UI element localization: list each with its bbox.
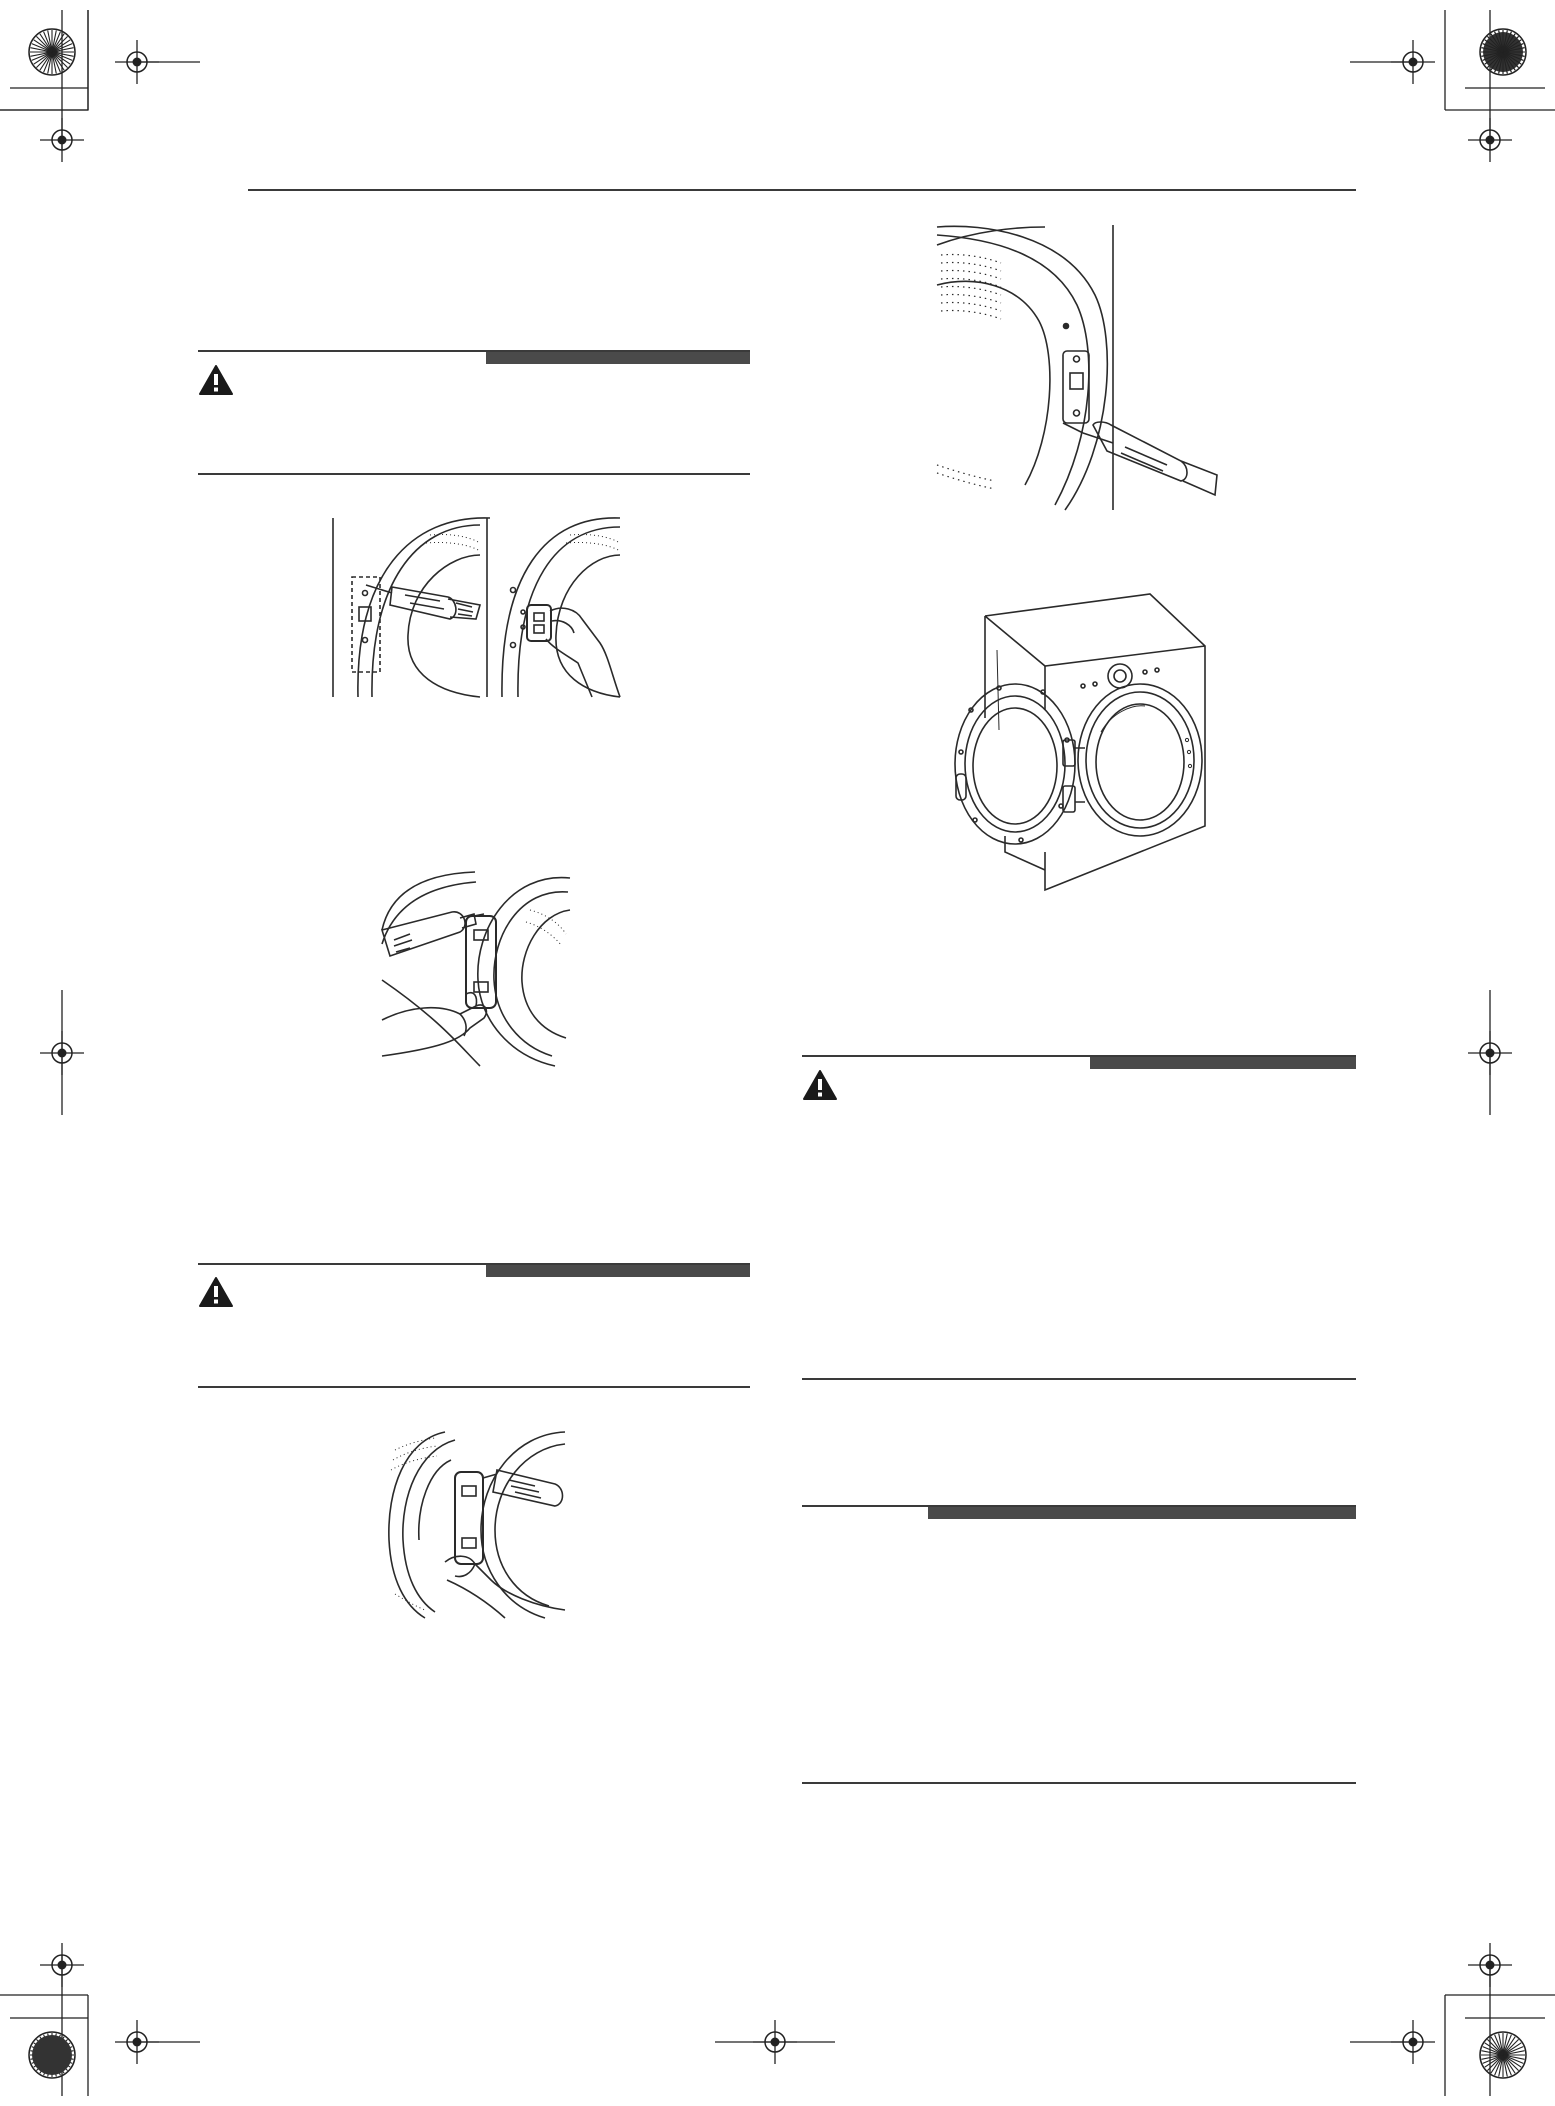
note-box-bottom-rule xyxy=(802,1782,1356,1784)
dryer-door-reversed-open-illustration xyxy=(935,590,1215,890)
warning-box-bottom-rule xyxy=(198,473,750,475)
warning-box-bottom-rule xyxy=(802,1378,1356,1380)
warning-box-2 xyxy=(198,1263,750,1389)
door-hinge-lift-off-illustration xyxy=(380,870,570,1066)
warning-box-header-bar xyxy=(486,1265,750,1277)
warning-box-1 xyxy=(198,350,750,476)
warning-box-3 xyxy=(802,1055,1356,1381)
warning-triangle-icon xyxy=(802,1069,838,1101)
warning-box-bottom-rule xyxy=(198,1386,750,1388)
warning-triangle-icon xyxy=(198,364,234,396)
door-hinge-reattach-illustration xyxy=(385,1430,565,1618)
hinge-hole-cover-screw-illustration xyxy=(935,225,1225,510)
warning-box-header-bar xyxy=(486,352,750,364)
header-rule xyxy=(248,189,1356,191)
warning-triangle-icon xyxy=(198,1276,234,1308)
door-hinge-screws-removal-illustration xyxy=(330,515,630,700)
note-box xyxy=(802,1505,1356,1785)
warning-box-header-bar xyxy=(1090,1057,1356,1069)
note-box-header-bar xyxy=(928,1507,1356,1519)
